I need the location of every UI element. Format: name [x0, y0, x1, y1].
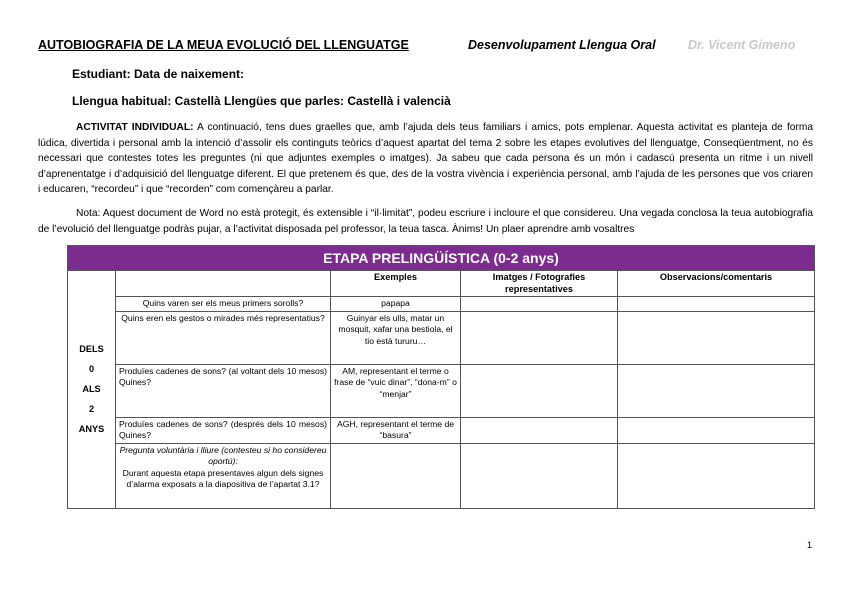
activity-label: ACTIVITAT INDIVIDUAL: — [76, 122, 194, 133]
observation-cell[interactable] — [618, 417, 815, 443]
note-paragraph: Nota: Aquest document de Word no està protegit, és extensible i “il·limitat”, podeu escriure i incloure el que considereu. Una vegada conclosa la teua autobiografia de l’evolució del llenguatge podràs pujar, a l’activitat disposada pel professor, la teua tasca. Ànims! Un plaer aprendre amb vosaltres — [38, 208, 813, 235]
question-cell: Produïes cadenes de sons? (al voltant dels 10 mesos) Quines? — [116, 364, 331, 417]
example-cell[interactable]: Guinyar els ulls, matar un mosquit, xafar una bestiola, el tio està tururu… — [331, 311, 461, 364]
table-row — [68, 297, 815, 312]
student-language-line: Llengua habitual: Castellà Llengües que parles: Castellà i valencià — [72, 94, 451, 108]
student-birthdate-line: Estudiant: Data de naixement: — [72, 67, 245, 81]
prelinguistic-stage-table — [67, 245, 815, 509]
example-cell[interactable]: papapa — [331, 297, 461, 312]
page-number: 1 — [806, 540, 812, 550]
table-row — [68, 311, 815, 364]
question-cell: Quins eren els gestos o mirades més representatius? — [116, 311, 331, 364]
observation-cell[interactable] — [618, 364, 815, 417]
optional-question-cell — [116, 443, 331, 508]
activity-paragraph — [38, 120, 813, 198]
question-column-header — [116, 271, 331, 297]
table-row — [68, 417, 815, 443]
table-row — [68, 443, 815, 508]
activity-text: A continuació, tens dues graelles que, amb l’ajuda dels teus familiars i amics, pots emplenar. Aquesta activitat es planteja de forma lúdica, divertida i personal amb la intenció d’assolir els continguts teòrics d’aquest apartat del tema 2 sobre les etapes evolutives del llenguatge, Conseqüentment, no és necessari que contestes totes les preguntes (ni que adjuntes exemples o imatges). Ja sabeu que cada persona és un món i cadascú presenta un ritme i un nivell d’aprenentatge i d’adquisició del llenguatge diferent. El que pretenem és que, des de la vostra vivència i experiència personal, amb l’ajuda de les persones que vos criaren i educaren, “recordeu” i que “recorden” com començàreu a parlar. — [38, 122, 813, 196]
observation-cell[interactable] — [618, 297, 815, 312]
subject-name: Desenvolupament Llengua Oral — [468, 38, 656, 52]
image-cell[interactable] — [461, 297, 618, 312]
image-cell[interactable] — [461, 364, 618, 417]
column-header-images: Imatges / Fotografies representatives — [461, 271, 618, 297]
image-cell[interactable] — [461, 443, 618, 508]
optional-question-text: Durant aquesta etapa presentaves algun dels signes d’alarma exposats a la diapositiva de l’apartat 3.1? — [122, 467, 324, 489]
table-title-row — [68, 246, 815, 271]
author-name: Dr. Vicent Gimeno — [688, 38, 796, 52]
question-cell: Produïes cadenes de sons? (després dels 10 mesos) Quines? — [116, 417, 331, 443]
table-title: ETAPA PRELINGÜÍSTICA (0-2 anys) — [68, 246, 815, 271]
document-title: AUTOBIOGRAFIA DE LA MEUA EVOLUCIÓ DEL LLENGUATGE — [38, 38, 409, 52]
example-cell[interactable] — [331, 443, 461, 508]
column-header-examples: Exemples — [331, 271, 461, 297]
image-cell[interactable] — [461, 311, 618, 364]
observation-cell[interactable] — [618, 443, 815, 508]
document-header — [38, 38, 818, 56]
table-header-row — [68, 271, 815, 297]
age-range-cell: DELS 0 ALS 2 ANYS — [68, 271, 116, 509]
example-cell[interactable]: AGH, representant el terme de “basura” — [331, 417, 461, 443]
table-row — [68, 364, 815, 417]
observation-cell[interactable] — [618, 311, 815, 364]
column-header-observations: Observacions/comentaris — [618, 271, 815, 297]
optional-question-intro: Pregunta voluntària i lliure (contesteu si ho considereu oportú): — [119, 444, 327, 466]
example-cell[interactable]: AM, representant el terme o frase de “vuic dinar”, “dona-m” o “menjar” — [331, 364, 461, 417]
image-cell[interactable] — [461, 417, 618, 443]
question-cell: Quins varen ser els meus primers sorolls? — [116, 297, 331, 312]
